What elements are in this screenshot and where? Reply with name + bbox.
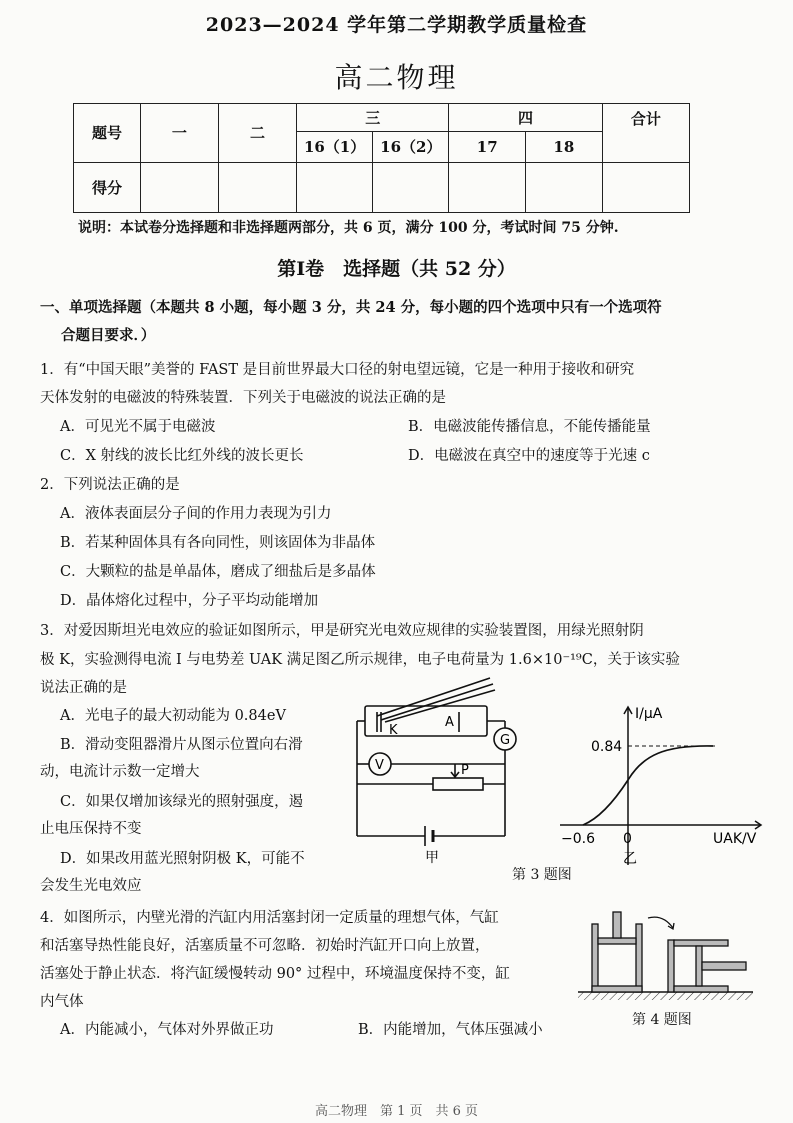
q3-option-b-line2[interactable]: 动，电流计示数一定增大 <box>40 764 200 780</box>
voltmeter-label: V <box>375 758 384 773</box>
part-title: 第Ⅰ卷 选择题（共 52 分） <box>277 258 516 280</box>
y-axis-label: I/μA <box>635 706 663 722</box>
row-label-question: 题号 <box>74 104 141 163</box>
q4-stem-line3: 活塞处于静止状态．将汽缸缓慢转动 90° 过程中，环境温度保持不变，缸 <box>40 966 510 982</box>
score-cell-2[interactable] <box>218 162 296 212</box>
galvanometer-label: G <box>500 733 511 748</box>
col-total: 合计 <box>602 104 689 163</box>
q3-option-b-line1[interactable]: B．滑动变阻器滑片从图示位置向右滑 <box>60 737 303 753</box>
q3-stem-line1: 3．对爱因斯坦光电效应的验证如图所示，甲是研究光电效应规律的实验装置图，用绿光照射阴 <box>40 623 644 639</box>
exam-title: 2023—2024 学年第二学期教学质量检查 <box>205 14 588 36</box>
q3-iv-graph <box>555 700 765 870</box>
col-section-4: 四 <box>449 104 602 132</box>
score-cell-total[interactable] <box>602 162 689 212</box>
q1-option-a[interactable]: A．可见光不属于电磁波 <box>60 419 216 435</box>
q4-figure-caption: 第 4 题图 <box>632 1012 692 1028</box>
q3-circuit-diagram <box>345 676 525 866</box>
q1-stem-line2: 天体发射的电磁波的特殊装置．下列关于电磁波的说法正确的是 <box>40 390 446 406</box>
q3-option-c-line1[interactable]: C．如果仅增加该绿光的照射强度，遏 <box>60 794 304 810</box>
subject-title: 高二物理 <box>334 61 459 94</box>
q3-stem-line2: 极 K，实验测得电流 I 与电势差 UAK 满足图乙所示规律，电子电荷量为 1.6×10⁻¹⁹C，关于该实验 <box>40 652 680 668</box>
col-17: 17 <box>449 132 526 162</box>
q2-option-d[interactable]: D．晶体熔化过程中，分子平均动能增加 <box>60 593 319 609</box>
q4-cylinder-diagram <box>578 904 758 1009</box>
score-cell-16-1[interactable] <box>296 162 372 212</box>
q3-option-d-line1[interactable]: D．如果改用蓝光照射阴极 K，可能不 <box>60 851 305 867</box>
score-cell-17[interactable] <box>449 162 526 212</box>
score-table <box>73 103 690 213</box>
q2-option-a[interactable]: A．液体表面层分子间的作用力表现为引力 <box>60 506 332 522</box>
iv-curve <box>583 746 713 825</box>
x-axis-label: UAK/V <box>713 831 757 847</box>
page-footer: 高二物理 第 1 页 共 6 页 <box>314 1104 479 1119</box>
q1-option-d[interactable]: D．电磁波在真空中的速度等于光速 c <box>408 448 650 464</box>
col-18: 18 <box>526 132 603 162</box>
q1-option-c[interactable]: C．X 射线的波长比红外线的波长更长 <box>60 448 304 464</box>
section-heading-line2: 合题目要求．） <box>61 327 156 344</box>
q2-option-b[interactable]: B．若某种固体具有各向同性，则该固体为非晶体 <box>60 535 376 551</box>
row-label-score: 得分 <box>74 162 141 212</box>
q4-stem-line1: 4．如图所示，内壁光滑的汽缸内用活塞封闭一定质量的理想气体，气缸 <box>40 910 499 926</box>
q4-stem-line2: 和活塞导热性能良好，活塞质量不可忽略．初始时汽缸开口向上放置， <box>40 938 490 954</box>
y-tick-084: 0.84 <box>591 739 623 755</box>
slider-label: P <box>461 763 469 778</box>
q2-option-c[interactable]: C．大颗粒的盐是单晶体，磨成了细盐后是多晶体 <box>60 564 376 580</box>
q3-figure-caption: 第 3 题图 <box>512 867 572 883</box>
col-section-2: 二 <box>218 104 296 163</box>
q3-option-d-line2[interactable]: 会发生光电效应 <box>40 878 142 894</box>
col-16-1: 16（1） <box>296 132 372 162</box>
exam-note: 说明：本试卷分选择题和非选择题两部分，共 6 页，满分 100 分，考试时间 75 分钟. <box>78 220 619 236</box>
q1-stem-line1: 1．有“中国天眼”美誉的 FAST 是目前世界最大口径的射电望远镜，它是一种用于接收和研究 <box>40 362 635 378</box>
q1-option-b[interactable]: B．电磁波能传播信息，不能传播能量 <box>408 419 651 435</box>
col-section-1: 一 <box>140 104 218 163</box>
graph-caption: 乙 <box>623 851 637 867</box>
q2-stem: 2．下列说法正确的是 <box>40 477 180 493</box>
section-heading-line1: 一、单项选择题（本题共 8 小题，每小题 3 分，共 24 分，每小题的四个选项中只有一个选项符 <box>40 299 662 316</box>
score-cell-1[interactable] <box>140 162 218 212</box>
q3-stem-line3: 说法正确的是 <box>40 680 127 696</box>
circuit-caption: 甲 <box>425 850 439 866</box>
q3-option-a[interactable]: A．光电子的最大初动能为 0.84eV <box>60 708 286 724</box>
col-16-2: 16（2） <box>373 132 449 162</box>
q4-stem-line4: 内气体 <box>40 994 84 1010</box>
anode-label: A <box>445 715 454 730</box>
score-cell-16-2[interactable] <box>373 162 449 212</box>
cathode-label: K <box>389 723 398 738</box>
x-tick-neg06: −0.6 <box>561 831 595 847</box>
col-section-3: 三 <box>296 104 448 132</box>
q4-option-b[interactable]: B．内能增加，气体压强减小 <box>358 1022 543 1038</box>
origin-label: 0 <box>623 831 632 847</box>
q3-option-c-line2[interactable]: 止电压保持不变 <box>40 821 142 837</box>
q4-option-a[interactable]: A．内能减小，气体对外界做正功 <box>60 1022 274 1038</box>
score-cell-18[interactable] <box>526 162 603 212</box>
